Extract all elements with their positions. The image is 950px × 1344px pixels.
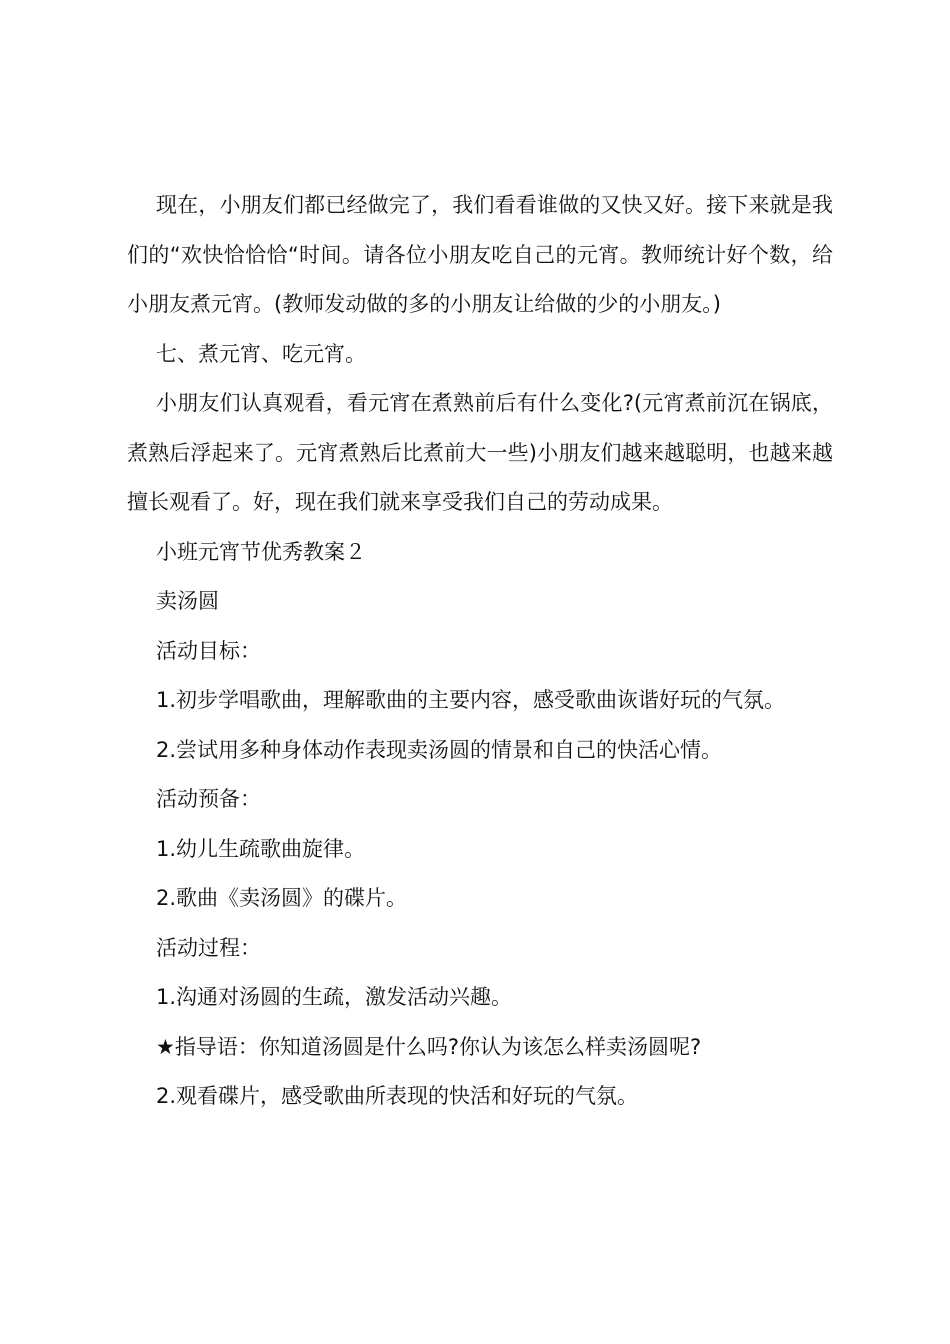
paragraph-observe: 小朋友们认真观看，看元宵在煮熟前后有什么变化?(元宵煮前沉在锅底，煮熟后浮起来了。元宵煮熟后比煮前大一些)小朋友们越来越聪明，也越来越擅长观看了。好，现在我们就来享受我们自己的劳动成果。 — [127, 391, 833, 514]
guidance-note: ★指导语：你知道汤圆是什么吗?你认为该怎么样卖汤圆呢? — [156, 1034, 702, 1059]
paragraph-intro: 现在，小朋友们都已经做完了，我们看看谁做的又快又好。接下来就是我们的“欢快恰恰恰“时间。请各位小朋友吃自己的元宵。教师统计好个数，给小朋友煮元宵。(教师发动做的多的小朋友让给做的少的小朋友。) — [127, 193, 833, 316]
objective-item-1: 1.初步学唱歌曲，理解歌曲的主要内容，感受歌曲诙谐好玩的气氛。 — [156, 688, 786, 712]
document-body — [127, 181, 833, 1122]
preparation-heading: 活动预备： — [156, 787, 261, 811]
objectives-heading: 活动目标： — [156, 638, 261, 663]
process-heading: 活动过程： — [156, 935, 261, 960]
preparation-item-2: 2.歌曲《卖汤圆》的碟片。 — [156, 886, 408, 910]
process-item-1: 1.沟通对汤圆的生疏，激发活动兴趣。 — [156, 985, 513, 1009]
section-heading-7: 七、煮元宵、吃元宵。 — [156, 341, 366, 366]
lesson-plan-title: 小班元宵节优秀教案２ — [156, 539, 366, 564]
activity-name: 卖汤圆 — [156, 589, 219, 613]
objective-item-2: 2.尝试用多种身体动作表现卖汤圆的情景和自己的快活心情。 — [156, 737, 723, 762]
process-item-2: 2.观看碟片，感受歌曲所表现的快活和好玩的气氛。 — [156, 1084, 639, 1108]
preparation-item-1: 1.幼儿生疏歌曲旋律。 — [156, 836, 366, 861]
